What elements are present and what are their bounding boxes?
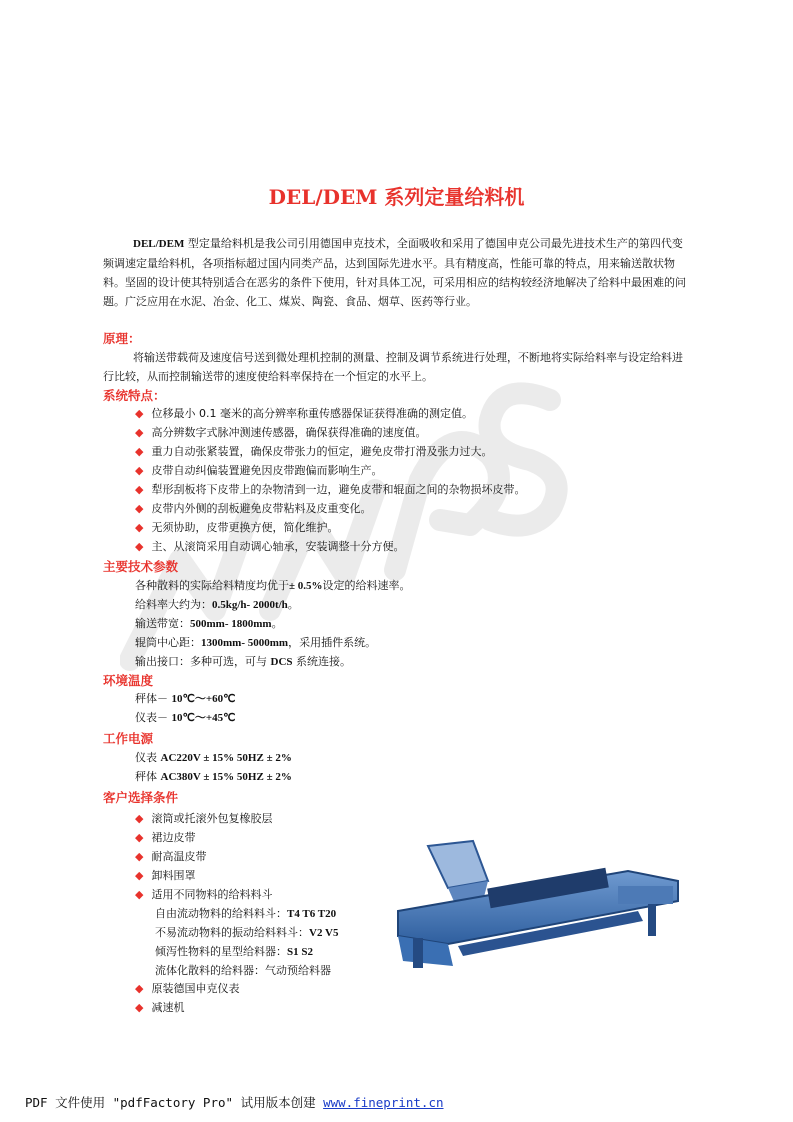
power-line-label: 秤体 <box>135 770 161 783</box>
option-item-text: 卸料围罩 <box>151 869 196 882</box>
options-heading: 客户选择条件 <box>103 790 179 805</box>
spec-line-suffix: ，采用插件系统。 <box>288 636 377 649</box>
environment-heading: 环境温度 <box>103 673 154 688</box>
feeder-type-line-label: 流体化散料的给料器：气动预给料器 <box>155 964 331 977</box>
feature-item-text: 犁形刮板将下皮带上的杂物清到一边，避免皮带和辊面之间的杂物损坏皮带。 <box>151 483 526 496</box>
power-heading: 工作电源 <box>103 731 154 746</box>
intro-paragraph <box>103 234 693 311</box>
option-item <box>135 848 206 864</box>
feature-item-text: 皮带内外侧的刮板避免皮带粘料及皮重变化。 <box>151 502 372 515</box>
feeder-type-line-value: V2 V5 <box>309 927 339 939</box>
spec-line-suffix: 。 <box>271 617 283 630</box>
diamond-icon: ◆ <box>135 540 144 553</box>
feeder-type-line-label: 不易流动物料的振动给料料斗： <box>155 926 309 939</box>
feature-item <box>135 443 492 459</box>
feeder-type-line <box>155 962 331 978</box>
option-item-text: 耐高温皮带 <box>151 850 207 863</box>
option-item <box>135 999 184 1015</box>
feature-item-text: 皮带自动纠偏装置避免因皮带跑偏而影响生产。 <box>151 464 383 477</box>
option-item <box>135 867 195 883</box>
diamond-icon: ◆ <box>135 869 144 882</box>
spec-line-suffix: 系统连接。 <box>292 655 352 668</box>
option-item <box>135 980 239 996</box>
diamond-icon: ◆ <box>135 464 144 477</box>
diamond-icon: ◆ <box>135 426 144 439</box>
power-line <box>135 768 292 784</box>
diamond-icon: ◆ <box>135 483 144 496</box>
diamond-icon: ◆ <box>135 502 144 515</box>
env-line <box>135 709 235 725</box>
option-item-text: 原装德国申克仪表 <box>151 982 240 995</box>
spec-line <box>135 653 351 669</box>
pdf-footer <box>25 1093 444 1111</box>
spec-line-suffix: 设定的给料速率。 <box>322 579 411 592</box>
spec-line-value: 500mm- 1800mm <box>190 618 272 630</box>
diamond-icon: ◆ <box>135 1001 144 1014</box>
diamond-icon: ◆ <box>135 407 144 420</box>
footer-text: PDF 文件使用 "pdfFactory Pro" 试用版本创建 <box>25 1095 324 1110</box>
option-item-text: 适用不同物料的给料料斗 <box>151 888 273 901</box>
spec-line <box>135 615 283 631</box>
feature-item <box>135 519 338 535</box>
spec-line-label: 各种散料的实际给料精度均优于 <box>135 579 289 592</box>
spec-line-label: 辊筒中心距： <box>135 636 201 649</box>
power-line-value: AC380V ± 15% 50HZ ± 2% <box>160 771 292 783</box>
footer-link[interactable]: www.fineprint.cn <box>323 1095 444 1110</box>
feature-item-text: 无须协助，皮带更换方便，简化维护。 <box>151 521 339 534</box>
env-line-value: 10℃～+45℃ <box>171 712 236 724</box>
spec-line-value: DCS <box>270 656 293 668</box>
diamond-icon: ◆ <box>135 831 144 844</box>
spec-line-label: 输出接口：多种可选，可与 <box>135 655 271 668</box>
diamond-icon: ◆ <box>135 445 144 458</box>
power-line-value: AC220V ± 15% 50HZ ± 2% <box>160 752 292 764</box>
features-heading: 系统特点： <box>103 388 166 403</box>
feature-item-text: 高分辨数字式脉冲测速传感器，确保获得准确的速度值。 <box>151 426 427 439</box>
feature-item <box>135 405 473 421</box>
diamond-icon: ◆ <box>135 850 144 863</box>
feature-item-text: 主、从滚筒采用自动调心轴承，安装调整十分方便。 <box>151 540 405 553</box>
option-item <box>135 886 272 902</box>
option-item-text: 裙边皮带 <box>151 831 196 844</box>
feature-item-text: 位移最小 0.1 毫米的高分辨率称重传感器保证获得准确的测定值。 <box>151 407 473 420</box>
spec-line <box>135 634 376 650</box>
power-line <box>135 749 292 765</box>
option-item-text: 滚筒或托滚外包复橡胶层 <box>151 812 273 825</box>
principle-heading: 原理： <box>103 331 141 346</box>
feature-item <box>135 538 404 554</box>
diamond-icon: ◆ <box>135 888 144 901</box>
feeder-type-line-label: 倾泻性物料的星型给料器： <box>155 945 287 958</box>
spec-line-label: 给料率大约为： <box>135 598 212 611</box>
feature-item <box>135 424 426 440</box>
feeder-type-line <box>155 924 338 940</box>
feeder-type-line-label: 自由流动物料的给料料斗： <box>155 907 287 920</box>
feeder-type-line-value: T4 T6 T20 <box>287 908 337 920</box>
document-title: DEL/DEM 系列定量给料机 <box>268 185 525 209</box>
spec-line <box>135 577 411 593</box>
feeder-machine-image <box>378 826 698 976</box>
env-line <box>135 690 235 706</box>
feature-item <box>135 500 371 516</box>
spec-line-label: 输送带宽： <box>135 617 190 630</box>
principle-text: 将输送带载荷及速度信号送到微处理机控制的测量、控制及调节系统进行处理，不断地将实际给料率与设定给料进行比较，从而控制输送带的速度使给料率保持在一个恒定的水平上。 <box>103 351 683 383</box>
feeder-type-line <box>155 943 313 959</box>
intro-text: 型定量给料机是我公司引用德国申克技术，全面吸收和采用了德国申克公司最先进技术生产的第四代变频调速定量给料机，各项指标超过国内同类产品，达到国际先进水平。具有精度高，性能可靠的特点，用来输送散状物料。坚固的设计使其特别适合在恶劣的条件下使用，针对具体工况，可采用相应的结构较经济地解决了给料中最困难的问题。广泛应用在水泥、冶金、化工、煤炭、陶瓷、食品、烟草、医药等行业。 <box>103 237 686 308</box>
diamond-icon: ◆ <box>135 521 144 534</box>
env-line-label: 秤体－ <box>135 692 172 705</box>
option-item-text: 减速机 <box>151 1001 185 1014</box>
spec-line-suffix: 。 <box>287 598 299 611</box>
intro-lead: DEL/DEM <box>133 238 185 250</box>
diamond-icon: ◆ <box>135 982 144 995</box>
option-item <box>135 829 195 845</box>
feeder-type-line-value: S1 S2 <box>287 946 313 958</box>
feature-item <box>135 481 525 497</box>
feature-item <box>135 462 382 478</box>
env-line-value: 10℃～+60℃ <box>171 693 236 705</box>
spec-line-value: 1300mm- 5000mm <box>201 637 289 649</box>
feeder-type-line <box>155 905 336 921</box>
spec-line <box>135 596 299 612</box>
specs-heading: 主要技术参数 <box>103 559 179 574</box>
option-item <box>135 810 272 826</box>
feature-item-text: 重力自动张紧装置，确保皮带张力的恒定，避免皮带打滑及张力过大。 <box>151 445 493 458</box>
spec-line-value: ± 0.5% <box>289 580 323 592</box>
spec-line-value: 0.5kg/h- 2000t/h <box>212 599 288 611</box>
env-line-label: 仪表－ <box>135 711 172 724</box>
diamond-icon: ◆ <box>135 812 144 825</box>
power-line-label: 仪表 <box>135 751 161 764</box>
